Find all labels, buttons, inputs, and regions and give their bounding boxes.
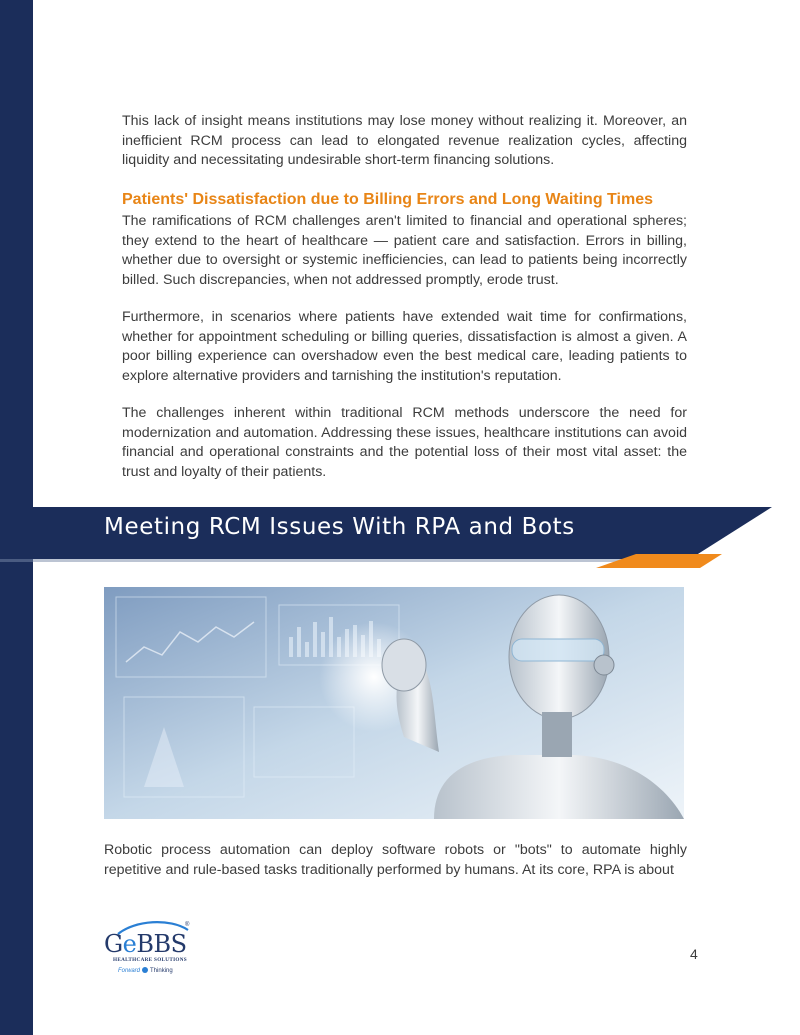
robot-hero-image xyxy=(104,587,684,819)
tagline-dot-icon xyxy=(142,967,148,973)
banner-title: Meeting RCM Issues With RPA and Bots xyxy=(104,514,575,540)
paragraph-rpa-intro: Robotic process automation can deploy software robots or "bots" to automate highly repetitive and rule-based tasks traditionally performed by humans. At its core, RPA is about xyxy=(104,842,687,878)
robot-illustration xyxy=(104,587,684,819)
logo-tagline: Forward Thinking xyxy=(118,968,173,974)
logo-subtitle: HEALTHCARE SOLUTIONS xyxy=(113,957,187,963)
paragraph-furthermore: Furthermore, in scenarios where patients have extended wait time for confirmations, whether for appointment scheduling or billing queries, dissatisfaction is almost a given. A poor billing experience can overshadow even the best medical care, leading patients to explore alternative providers and tarnishing the institution's reputation. xyxy=(122,309,687,384)
page-number: 4 xyxy=(690,946,698,962)
logo-wordmark: GeBBS xyxy=(104,930,187,958)
paragraph-ramifications: The ramifications of RCM challenges aren't limited to financial and operational spheres; they extend to the heart of healthcare — patient care and satisfaction. Errors in billing, whether due to oversight or systemic inefficiencies, can lead to patients being incorrectly billed. Such discrepancies, when not addressed promptly, erode trust. xyxy=(122,213,687,288)
gebbs-logo xyxy=(100,920,200,980)
registered-mark: ® xyxy=(185,922,190,928)
section-subheading: Patients' Dissatisfaction due to Billing Errors and Long Waiting Times xyxy=(122,191,653,208)
paragraph-insight: This lack of insight means institutions may lose money without realizing it. Moreover, an inefficient RCM process can lead to elongated revenue realization cycles, affecting liquidity and necessitating undesirable short-term financing solutions. xyxy=(122,113,687,169)
paragraph-challenges: The challenges inherent within traditional RCM methods underscore the need for modernization and automation. Addressing these issues, healthcare institutions can avoid financial and operational constraints and the potential loss of their most vital asset: the trust and loyalty of their patients. xyxy=(122,405,687,480)
